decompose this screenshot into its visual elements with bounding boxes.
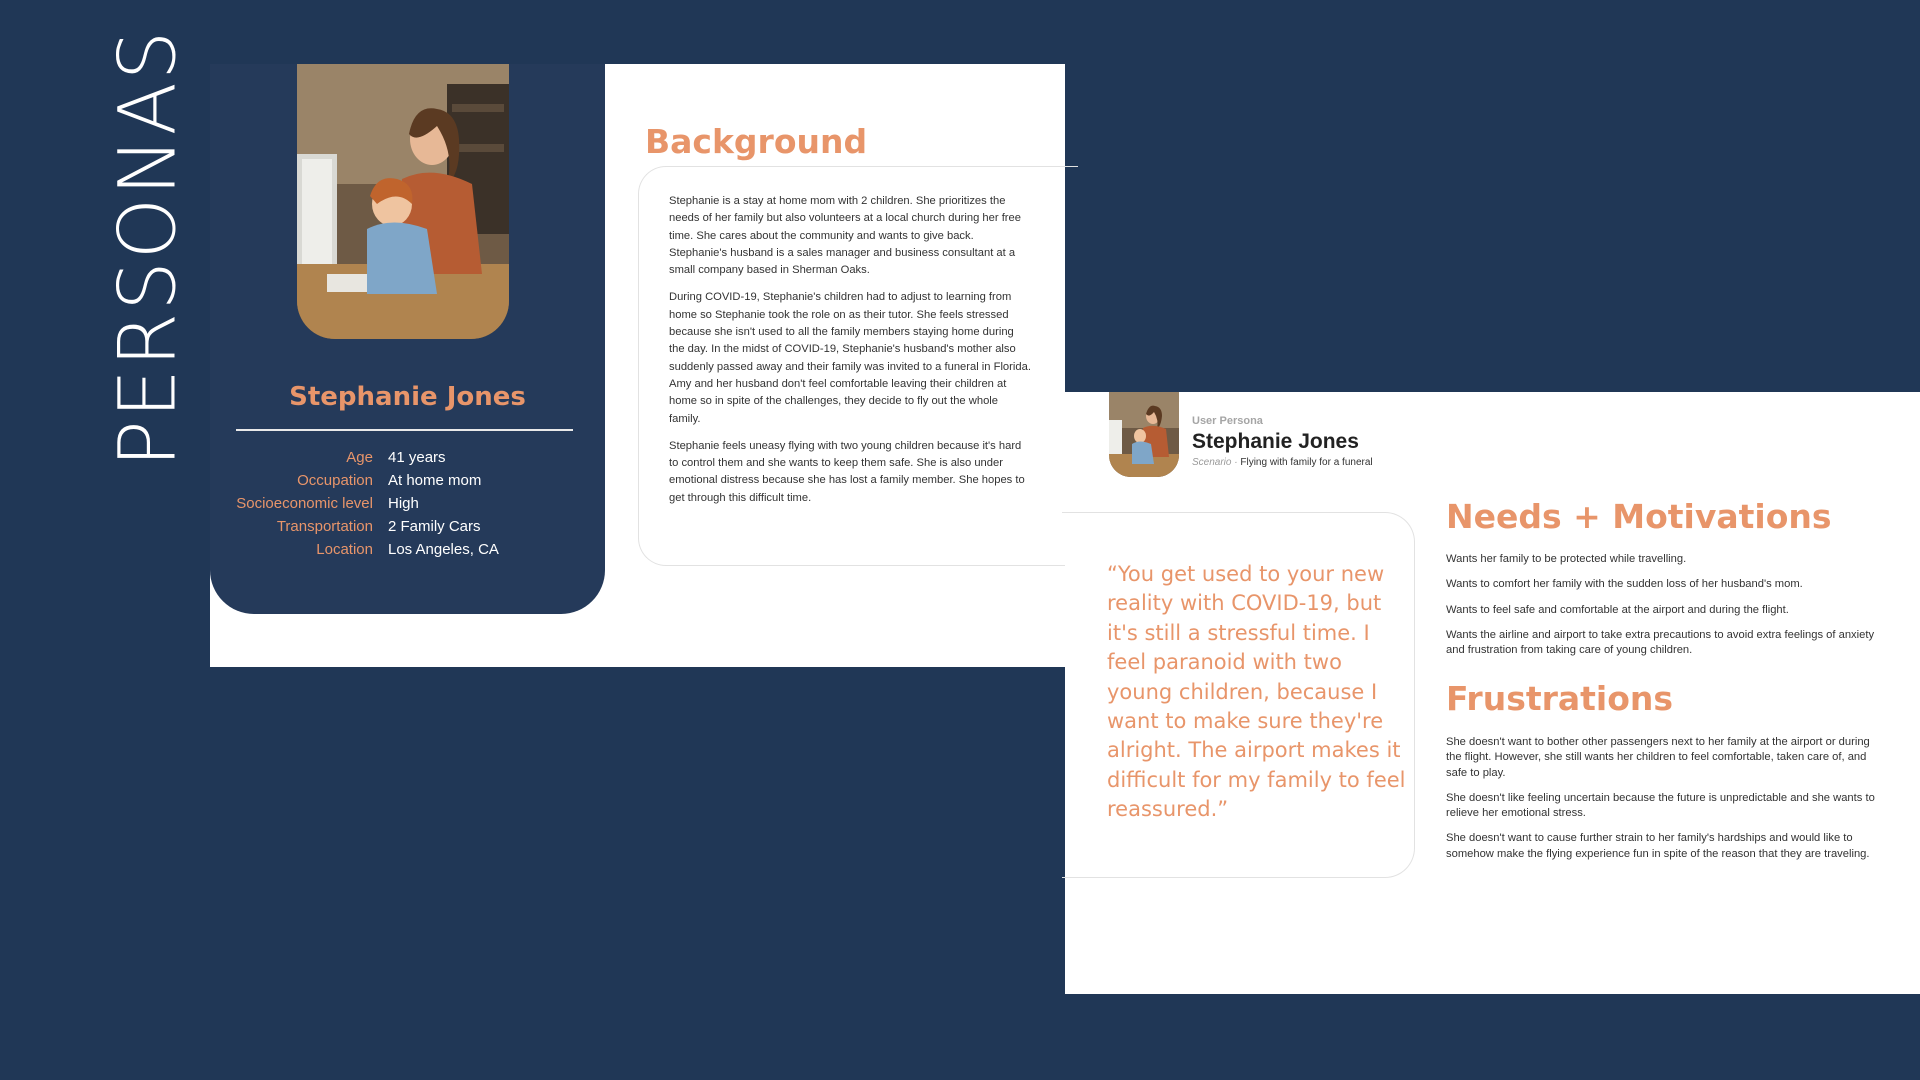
background-box	[638, 166, 1078, 566]
frustrations-item: She doesn't like feeling uncertain because the future is unpredictable and she wants to relieve her emotional stress.	[1446, 791, 1875, 820]
user-persona-label: User Persona	[1192, 415, 1263, 427]
user-persona-slide	[1065, 392, 1920, 994]
scenario-text: Flying with family for a funeral	[1240, 457, 1373, 468]
fact-value: Los Angeles, CA	[388, 541, 499, 558]
background-paragraph: Stephanie is a stay at home mom with 2 children. She prioritizes the needs of her family but also volunteers at a local church during her free time. She cares about the community and wants to give back. Stephanie's husband is a sales manager and business consultant at a small company based in Sherman Oaks.	[669, 195, 1021, 277]
frustrations-list	[1446, 735, 1876, 872]
fact-row-socioeconomic	[236, 492, 596, 515]
user-persona-name: Stephanie Jones	[1192, 430, 1359, 453]
fact-row-location	[236, 538, 596, 561]
frustrations-item: She doesn't want to cause further strain to her family's hardships and would like to somehow make the flying experience fun in spite of the reason that they are traveling.	[1446, 832, 1870, 860]
background-paragraph: Stephanie feels uneasy flying with two young children because it's hard to control them and she wants to keep them safe. She is also under emotional distress because she has lost a family member. She hopes to get through this difficult time.	[669, 439, 1025, 504]
persona-card	[210, 64, 605, 614]
persona-facts	[236, 446, 596, 561]
frustrations-item: She doesn't want to bother other passengers next to her family at the airport or during the flight. However, she still wants her children to feel comfortable, taken care of, and safe to play.	[1446, 736, 1870, 779]
fact-label: Socioeconomic level	[236, 495, 373, 512]
needs-item: Wants to comfort her family with the sudden loss of her husband's mom.	[1446, 578, 1803, 591]
personas-title-text: PERSONAS	[103, 28, 194, 467]
fact-row-age	[236, 446, 596, 469]
needs-item: Wants to feel safe and comfortable at the airport and during the flight.	[1446, 603, 1789, 616]
persona-thumbnail-image	[1109, 392, 1179, 477]
fact-value: 2 Family Cars	[388, 518, 481, 535]
persona-name: Stephanie Jones	[289, 382, 526, 412]
background-paragraph: During COVID-19, Stephanie's children had to adjust to learning from home so Stephanie took the role on as their tutor. She feels stressed because she isn't used to all the family members staying home during the day. In the midst of COVID-19, Stephanie's husband's mother also suddenly passed away and their family was invited to a funeral in Florida. Amy and her husband don't feel comfortable leaving their children at home so in spite of the challenges, they decide to fly out the whole family.	[669, 291, 1031, 425]
personas-title	[103, 28, 194, 467]
scenario-separator: ·	[1231, 457, 1241, 468]
persona-photo-image	[297, 64, 509, 339]
fact-label: Age	[346, 449, 373, 466]
divider	[236, 429, 573, 431]
frustrations-heading: Frustrations	[1446, 679, 1674, 718]
fact-label: Transportation	[276, 518, 373, 535]
fact-label: Occupation	[297, 472, 373, 489]
persona-photo	[297, 64, 509, 339]
fact-value: 41 years	[388, 449, 446, 466]
needs-list	[1446, 552, 1876, 668]
background-heading: Background	[645, 122, 868, 161]
needs-item: Wants her family to be protected while travelling.	[1446, 553, 1687, 565]
fact-row-transportation	[236, 515, 596, 538]
scenario-label: Scenario	[1192, 457, 1232, 468]
needs-heading: Needs + Motivations	[1446, 497, 1832, 536]
persona-thumbnail	[1109, 392, 1179, 477]
persona-quote: “You get used to your new reality with COVID-19, but it's still a stressful time. I feel paranoid with two young children, because I want to make sure they're alright. The airport makes it difficult for my family to feel reassured.”	[1107, 562, 1406, 822]
fact-row-occupation	[236, 469, 596, 492]
persona-slide	[210, 64, 1065, 667]
needs-item: Wants the airline and airport to take extra precautions to avoid extra feelings of anxiety and frustration from taking care of young children.	[1446, 628, 1875, 657]
fact-label: Location	[316, 541, 373, 558]
fact-value: At home mom	[388, 472, 482, 489]
fact-value: High	[388, 495, 419, 512]
scenario	[1192, 457, 1373, 468]
